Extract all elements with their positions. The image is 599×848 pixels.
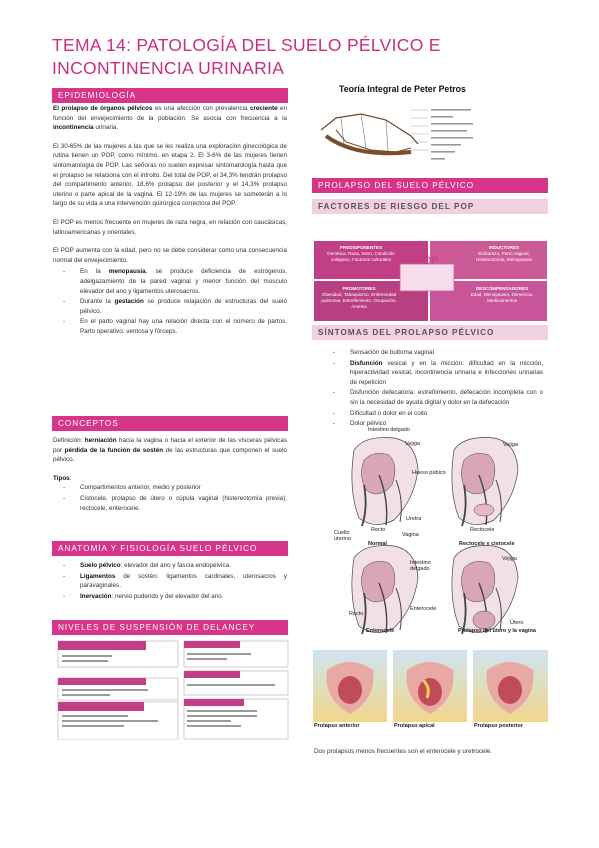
list-item: - Disfunción vesical y en la micción: dificultad en la micción, hiperactividad vesical, incontinencia urinaria e infecciones urinarias de repetición bbox=[323, 359, 543, 388]
conceptos-tipos-label: Tipos: bbox=[53, 474, 72, 482]
factor-promotores: PROMOTORES Obesidad, Tabaquismo, Enfermedad pulmonar, Estreñimiento, Ocupación, Anemia bbox=[321, 286, 397, 309]
label-vejiga: Vejiga bbox=[405, 441, 420, 447]
section-header-epidemiologia: EPIDEMIOLOGÍA bbox=[52, 88, 288, 103]
epidemiologia-list bbox=[53, 267, 287, 336]
anatomia-text bbox=[53, 561, 287, 602]
list-item: - Dificultad o dolor en el coito bbox=[323, 409, 543, 419]
label-hueso-pubico: Hueso púbico bbox=[412, 470, 446, 476]
section-header-conceptos: CONCEPTOS bbox=[52, 416, 288, 431]
caption-prolapso-anterior: Prolapso anterior bbox=[314, 723, 360, 729]
label-cuello-uterino: Cuello uterino bbox=[334, 530, 351, 542]
page-title: TEMA 14: PATOLOGÍA DEL SUELO PÉLVICO E INCONTINENCIA URINARIA bbox=[52, 35, 441, 78]
list-item: - Durante la gestación se produce relajación de estructuras del suelo pélvico. bbox=[53, 297, 287, 316]
conceptos-text bbox=[53, 436, 287, 514]
epidemiologia-paragraph-4: El POP aumenta con la edad, pero no se debe considerar como una consecuencia normal del envejecimiento. bbox=[53, 247, 287, 264]
epidemiologia-text bbox=[53, 104, 287, 337]
section-header-sintomas: SÍNTOMAS DEL PROLAPSO PÉLVICO bbox=[312, 325, 548, 340]
list-item: - En el parto vaginal hay una relación directa con el número de partos. Parto operativo: ventosa y fórceps. bbox=[53, 317, 287, 336]
label-vejiga-2: Vejiga bbox=[503, 442, 518, 448]
label-rectocele: Rectocele bbox=[470, 527, 495, 533]
caption-enterocele: Enterocele bbox=[366, 628, 395, 634]
caption-rectocele-cistocele: Rectocele y cistocele bbox=[459, 541, 515, 547]
list-item: - Sensación de bultoma vaginal bbox=[323, 348, 543, 358]
list-item: - Suelo pélvico: elevador del ano y fascia endopélvica. bbox=[53, 561, 287, 571]
conceptos-definicion: Definición: herniación hacia la vagina o hacia el exterior de las vísceras pélvicas por pérdida de la función de sostén de las estructuras que componen el suelo pélvico. bbox=[53, 437, 287, 464]
list-item: - Disfunción defecatoria: estreñimiento, defecación incompleta con o sin la necesidad de ayuda digital y dolor en la defecación bbox=[323, 388, 543, 407]
list-item: - Ligamentos de sostén: ligamentos cardinales, uterosacros y paravaginales. bbox=[53, 572, 287, 591]
factor-descompensadores: DESCOMPENSADORES Edad, Menopausia, Demencia, Medicamentos bbox=[470, 286, 534, 303]
section-header-delancey: NIVELES DE SUSPENSIÓN DE DELANCEY bbox=[52, 620, 288, 635]
factor-predisponentes: PREDISPONENTES Genética, Raza, Sexo, Condición colágeno, Factores culturales bbox=[327, 245, 395, 262]
sintomas-text bbox=[323, 348, 543, 430]
list-item: - Dolor pélvico bbox=[323, 419, 543, 429]
epidemiologia-paragraph-1: El prolapso de órganos pélvicos es una afección con prevalencia creciente en función del envejecimiento de la población. Se asocia con frecuencia a la incontinencia urinaria. bbox=[53, 105, 287, 132]
epidemiologia-paragraph-2: El 30-65% de las mujeres a las que se les realiza una exploración ginecológica de rutina tienen un POP, como mínimo, en etapa 2. El 3-6% de las mujeres tienen sintomatología de POP. Las señoras no suelen expresar sintomatología hasta que el prolapso se relaciona con el introito. Del total de POP, el 34,3% tendrán prolapso del compartimento anterior, 18,6% prolapso del posterior y el 14,3% prolapso uterino o parte apical de la vagina. El 12-19% de las mujeres se someterán a lo largo de su vida a una intervención quirúrgica correctora del POP. bbox=[53, 142, 287, 208]
conceptos-tipos-list bbox=[53, 483, 287, 513]
epidemiologia-paragraph-3: El POP es menos frecuente en mujeres de raza negra, en relación con caucásicas, latinoamericanas y orientales. bbox=[53, 218, 287, 236]
caption-prolapso-posterior: Prolapso posterior bbox=[474, 723, 523, 729]
label-recto: Recto bbox=[371, 527, 386, 533]
prolapse-types-illustrations bbox=[313, 650, 548, 722]
section-header-prolapso: PROLAPSO DEL SUELO PÉLVICO bbox=[312, 178, 548, 193]
caption-prolapso-apical: Prolapso apical bbox=[394, 723, 435, 729]
bottom-note: Dos prolapsos menos frecuentes son el enterocele y uretrocele. bbox=[314, 748, 493, 755]
factor-inductores: INDUCTORES Embarazo, Parto vaginal, Histerectomía, Menopausia bbox=[476, 245, 532, 262]
delancey-diagram bbox=[56, 640, 291, 740]
section-header-anatomia: ANATOMÍA Y FISIOLOGÍA SUELO PÉLVICO bbox=[52, 541, 288, 556]
label-recto-2: Recto bbox=[349, 611, 364, 617]
anatomia-list bbox=[53, 561, 287, 601]
sintomas-list bbox=[323, 348, 543, 429]
label-enterocele: Enterocele bbox=[410, 606, 437, 612]
petros-diagram bbox=[316, 100, 486, 165]
list-item: - Inervación: nervio pudendo y del elevador del ano. bbox=[53, 592, 287, 602]
label-intestino-2: Intestino delgado bbox=[410, 560, 431, 572]
list-item: - Compartimentos anterior, medio y posterior bbox=[53, 483, 287, 493]
label-intestino: Intestino delgado bbox=[368, 427, 410, 433]
list-item: - Cistocele, prolapso de útero o cúpula vaginal (histerectomía previa), rectocele, enterocele. bbox=[53, 494, 287, 513]
label-uretra: Uretra bbox=[406, 516, 422, 522]
pop-center-label: POP bbox=[415, 255, 439, 267]
caption-normal: Normal bbox=[368, 541, 387, 547]
section-header-factores: FACTORES DE RIESGO DEL POP bbox=[312, 199, 548, 214]
caption-prolapso-utero: Prolapso del útero y la vagina bbox=[458, 628, 536, 634]
list-item: - En la menopausia, se produce deficiencia de estrógenos, adelgazamiento de la pared vaginal y menor función del músculo elevador del ano y ligamentos uterosacros. bbox=[53, 267, 287, 296]
label-vagina: Vagina bbox=[402, 532, 419, 538]
petros-title: Teoría Integral de Peter Petros bbox=[339, 84, 466, 94]
label-vejiga-3: Vejiga bbox=[502, 556, 517, 562]
label-utero: Útero bbox=[510, 620, 524, 626]
